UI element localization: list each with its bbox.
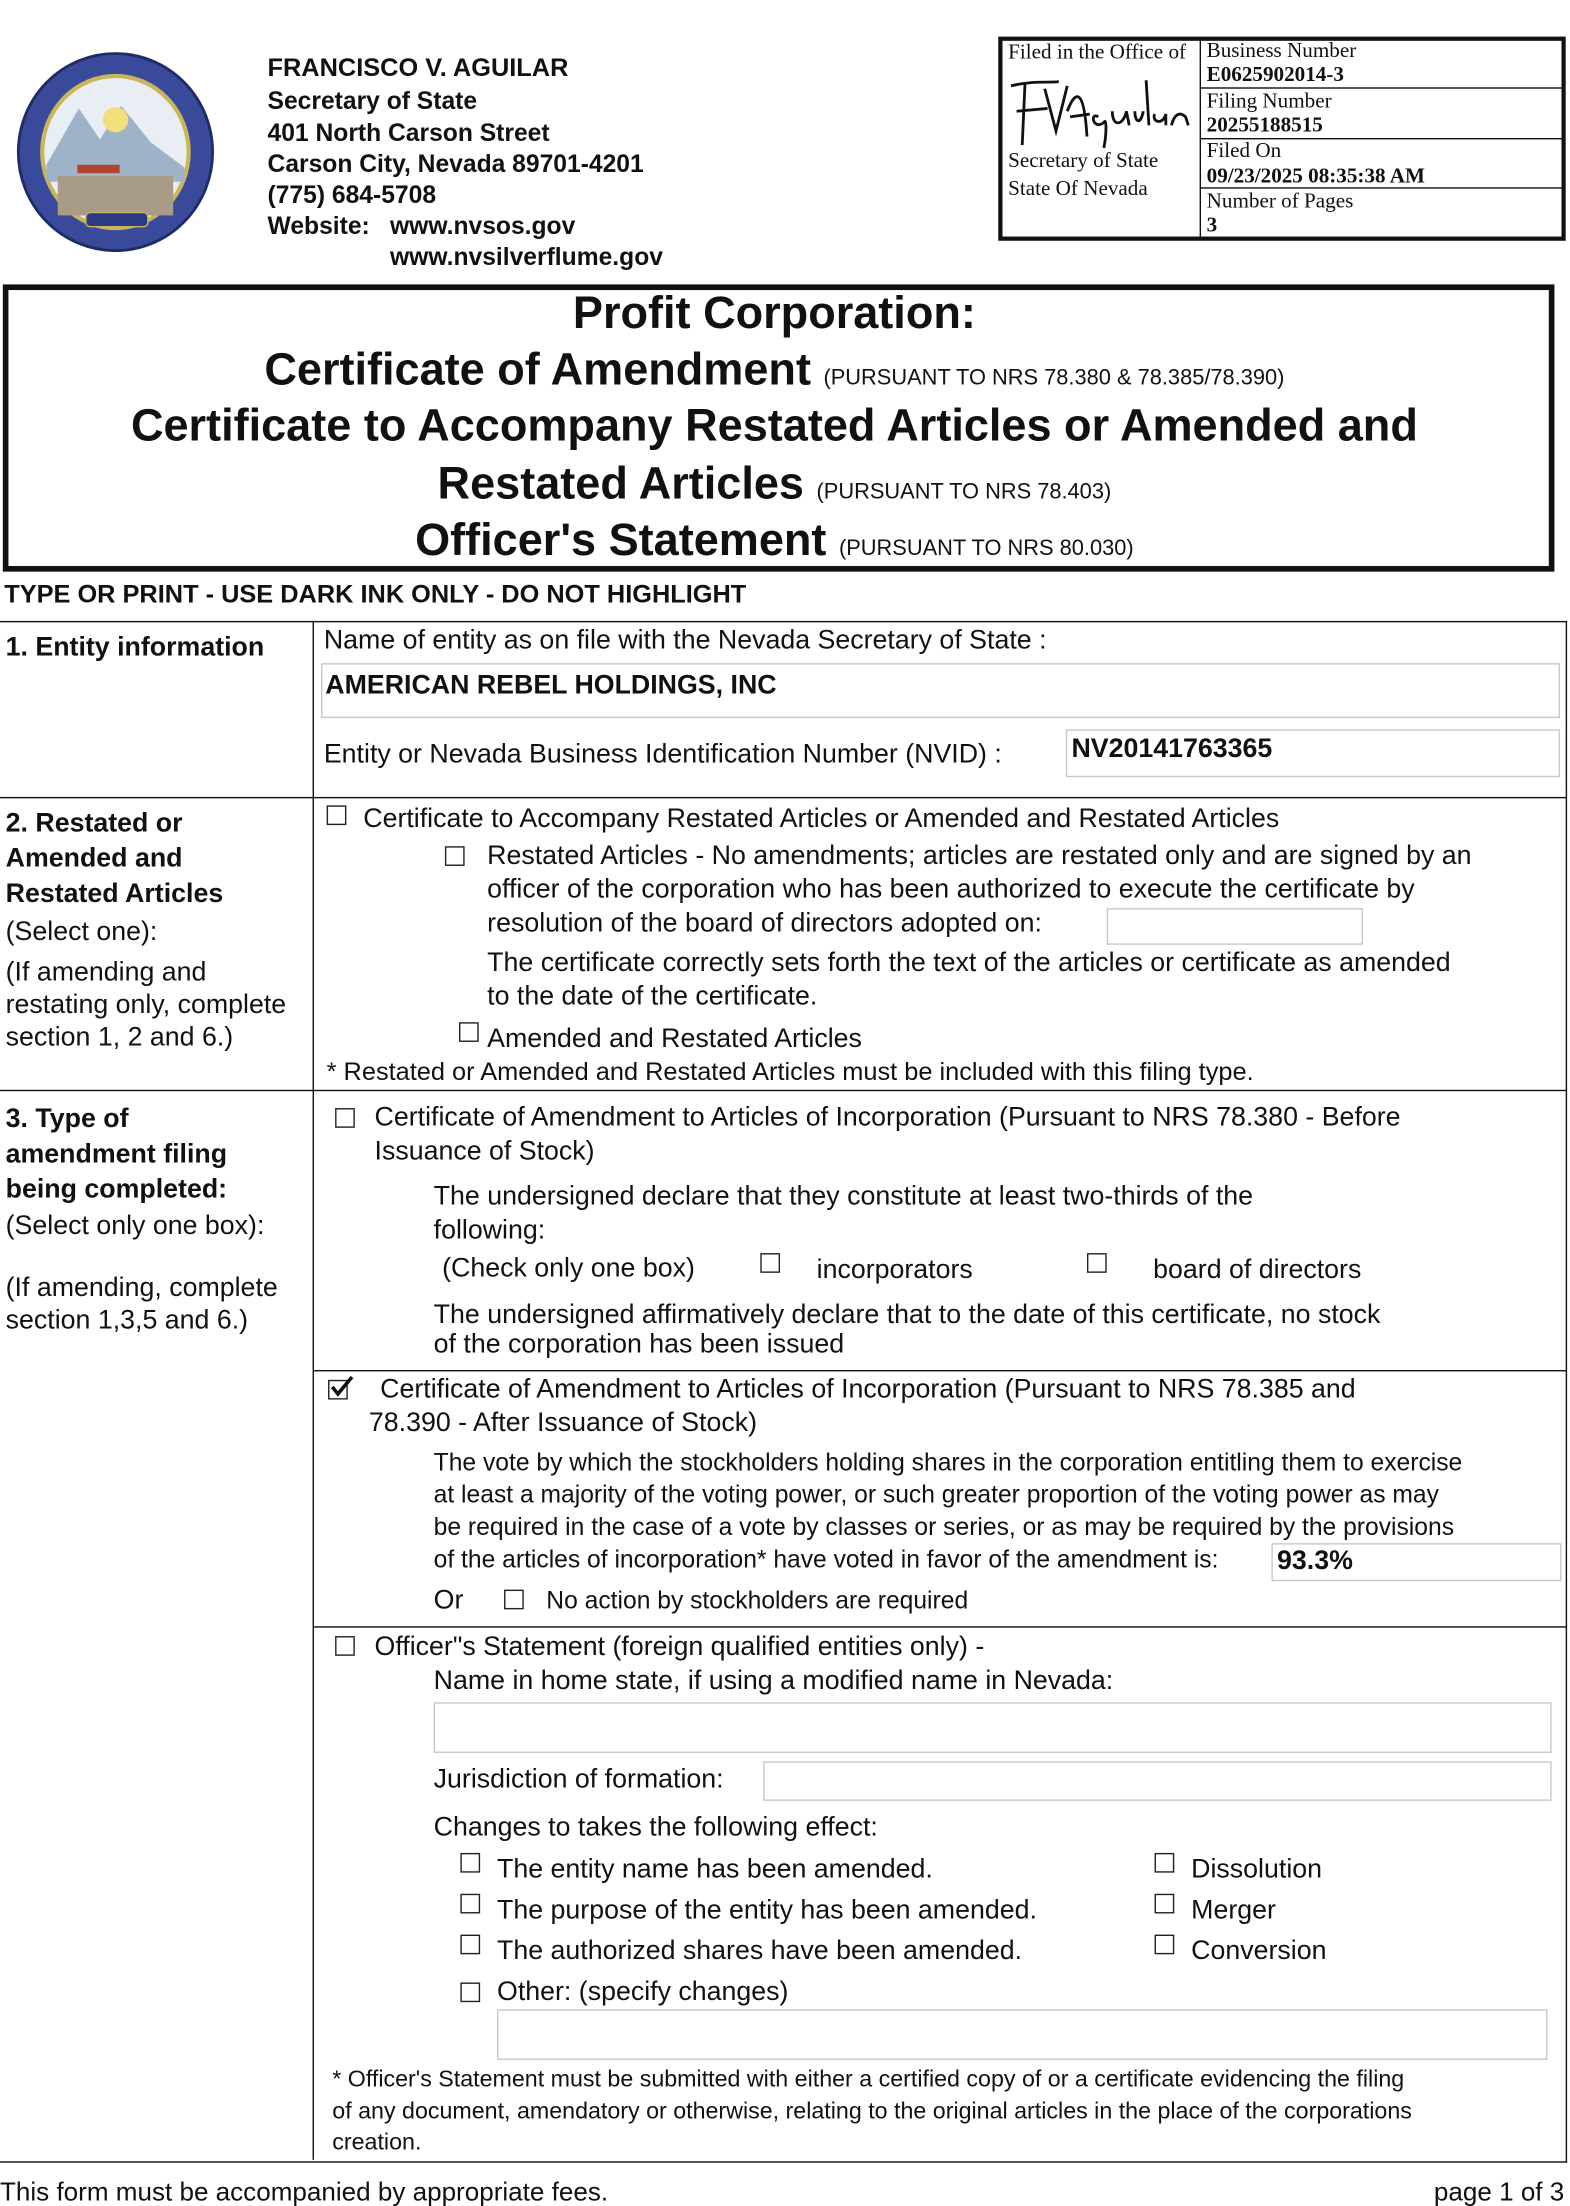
section2-label-1: 2. Restated or (5, 808, 183, 839)
affirm-text-1: The undersigned affirmatively declare that to the date of this certificate, no stock (433, 1300, 1381, 1330)
amended-restated-checkbox[interactable] (459, 1022, 479, 1042)
title-line4-note: (PURSUANT TO NRS 78.403) (816, 480, 1112, 505)
restated-text-2: officer of the corporation who has been authorized to execute the certificate by (487, 875, 1415, 905)
filed-in-label: Filed in the Office of (1008, 41, 1187, 65)
shares-amended-label: The authorized shares have been amended. (497, 1936, 1023, 1967)
other-changes-checkbox[interactable] (460, 1982, 480, 2002)
officer-footnote-2: of any document, amendatory or otherwise, relating to the original articles in the place of the corporations (332, 2098, 1412, 2125)
no-action-checkbox[interactable] (504, 1590, 524, 1610)
board-of-directors-checkbox[interactable] (1087, 1253, 1107, 1273)
after-issuance-title-1: Certificate of Amendment to Articles of Incorporation (Pursuant to NRS 78.385 and (380, 1374, 1356, 1405)
section2-label-2: Amended and (5, 844, 183, 874)
title-line5: Officer's Statement (415, 513, 827, 565)
section2-select: (Select one): (5, 917, 158, 947)
after-issuance-checkbox[interactable] (328, 1380, 348, 1400)
changes-label: Changes to takes the following effect: (433, 1812, 878, 1843)
section3-select: (Select only one box): (5, 1211, 265, 1242)
vote-percentage-field[interactable] (1271, 1543, 1561, 1581)
title-line2: Certificate of Amendment (264, 343, 811, 395)
title-certificate-accompany: Certificate to Accompany Restated Articles or Amended and (130, 399, 1418, 451)
jurisdiction-label: Jurisdiction of formation: (433, 1764, 724, 1795)
officer-statement-title: Officer"s Statement (foreign qualified entities only) - (374, 1632, 985, 1663)
before-issuance-checkbox[interactable] (335, 1108, 355, 1128)
vote-text-4: of the articles of incorporation* have voted in favor of the amendment is: (433, 1544, 1219, 1574)
phone-number: (775) 684-5708 (267, 180, 437, 209)
filed-on-label: Filed On (1206, 140, 1282, 163)
other-changes-label: Other: (specify changes) (497, 1977, 789, 2008)
filing-number-value: 20255188515 (1206, 114, 1323, 138)
adopted-on-date-field[interactable] (1107, 908, 1363, 945)
section3-label-3: being completed: (5, 1174, 228, 1205)
section3-label-2: amendment filing (5, 1139, 228, 1170)
filed-on-value: 09/23/2025 08:35:38 AM (1206, 165, 1425, 188)
city-address: Carson City, Nevada 89701-4201 (267, 149, 644, 178)
section2-note-3: section 1, 2 and 6.) (5, 1022, 234, 1053)
section2-footnote: * Restated or Amended and Restated Articles must be included with this filing type. (326, 1057, 1254, 1086)
restated-no-amendments-checkbox[interactable] (445, 846, 465, 866)
conversion-checkbox[interactable] (1155, 1935, 1175, 1955)
nvid-value: NV20141763365 (1071, 734, 1273, 764)
filing-stamp-box (998, 37, 1565, 241)
office-title: Secretary of State (267, 86, 478, 115)
or-label: Or (433, 1586, 464, 1616)
section2-label-3: Restated Articles (5, 879, 224, 909)
ink-instruction: TYPE OR PRINT - USE DARK INK ONLY - DO NOT HIGHLIGHT (4, 580, 747, 609)
section1-label: 1. Entity information (5, 632, 265, 663)
purpose-amended-checkbox[interactable] (460, 1894, 480, 1914)
officer-statement-checkbox[interactable] (335, 1636, 355, 1656)
dissolution-label: Dissolution (1191, 1855, 1323, 1885)
secretary-signature (1005, 69, 1199, 151)
shares-amended-checkbox[interactable] (460, 1935, 480, 1955)
before-issuance-title-1: Certificate of Amendment to Articles of Incorporation (Pursuant to NRS 78.380 - Before (374, 1103, 1401, 1133)
vote-text-1: The vote by which the stockholders holding shares in the corporation entitling them to exercise (433, 1447, 1463, 1476)
title-restated-articles (0, 457, 1549, 509)
website-link-nvsos[interactable]: www.nvsos.gov (390, 211, 576, 240)
checkmark-icon (329, 1376, 354, 1399)
accompany-restated-checkbox[interactable] (327, 805, 347, 825)
amended-restated-label: Amended and Restated Articles (487, 1024, 862, 1054)
pages-value: 3 (1206, 214, 1218, 238)
business-number-label: Business Number (1206, 40, 1357, 63)
vote-text-2: at least a majority of the voting power, or such greater proportion of the voting power as may (433, 1480, 1439, 1509)
business-number-value: E0625902014-3 (1206, 64, 1344, 87)
merger-label: Merger (1191, 1895, 1276, 1926)
officer-footnote-3: creation. (332, 2129, 422, 2156)
certificate-text-1: The certificate correctly sets forth the text of the articles or certificate as amended (487, 948, 1451, 978)
merger-checkbox[interactable] (1155, 1894, 1175, 1914)
conversion-label: Conversion (1191, 1936, 1327, 1967)
vote-percentage-value: 93.3% (1277, 1546, 1353, 1577)
nvid-field[interactable] (1066, 729, 1560, 777)
title-officers-statement (0, 513, 1549, 565)
entity-name-label: Name of entity as on file with the Nevada Secretary of State : (323, 625, 1047, 656)
accompany-restated-label: Certificate to Accompany Restated Articles or Amended and Restated Articles (363, 804, 1280, 835)
secretary-name: FRANCISCO V. AGUILAR (267, 53, 569, 82)
section3-note-2: section 1,3,5 and 6.) (5, 1305, 249, 1336)
after-issuance-title-2: 78.390 - After Issuance of Stock) (368, 1408, 758, 1439)
website-label: Website: (267, 211, 370, 240)
certificate-text-2: to the date of the certificate. (487, 982, 818, 1012)
website-link-silverflume[interactable]: www.nvsilverflume.gov (390, 242, 663, 271)
no-action-label: No action by stockholders are required (546, 1585, 969, 1614)
title-line4: Restated Articles (437, 457, 804, 509)
section3-label-1: 3. Type of (5, 1104, 129, 1135)
entity-name-field[interactable] (321, 663, 1560, 718)
restated-text-1: Restated Articles - No amendments; articles are restated only and are signed by an (487, 841, 1472, 871)
title-profit-corporation: Profit Corporation: (572, 287, 976, 338)
board-of-directors-label: board of directors (1153, 1255, 1362, 1285)
section2-note-2: restating only, complete (5, 990, 287, 1021)
entity-name-amended-checkbox[interactable] (460, 1853, 480, 1873)
entity-name-amended-label: The entity name has been amended. (497, 1855, 933, 1885)
filing-number-label: Filing Number (1206, 90, 1332, 114)
incorporators-label: incorporators (816, 1255, 973, 1285)
section2-note-1: (If amending and (5, 958, 207, 988)
entity-name-value: AMERICAN REBEL HOLDINGS, INC (325, 670, 777, 701)
title-line2-note: (PURSUANT TO NRS 78.380 & 78.385/78.390) (823, 366, 1285, 391)
pages-label: Number of Pages (1206, 190, 1354, 214)
purpose-amended-label: The purpose of the entity has been amended. (497, 1895, 1037, 1926)
state-of-nevada-label: State Of Nevada (1008, 178, 1148, 201)
declare-text-2: following: (433, 1215, 546, 1246)
title-line5-note: (PURSUANT TO NRS 80.030) (838, 536, 1134, 561)
dissolution-checkbox[interactable] (1155, 1853, 1175, 1873)
secretary-of-state-label: Secretary of State (1008, 149, 1159, 173)
street-address: 401 North Carson Street (267, 118, 550, 147)
check-one-label: (Check only one box) (442, 1253, 695, 1284)
incorporators-checkbox[interactable] (760, 1253, 780, 1273)
home-name-field[interactable] (434, 1702, 1552, 1753)
officer-footnote-1: * Officer's Statement must be submitted with either a certified copy of or a certificate evidencing the filing (332, 2066, 1405, 2092)
nevada-seal-logo (15, 52, 215, 252)
section3-note-1: (If amending, complete (5, 1273, 278, 1304)
jurisdiction-field[interactable] (763, 1761, 1551, 1800)
other-changes-field[interactable] (497, 2009, 1547, 2060)
restated-text-3: resolution of the board of directors adopted on: (487, 908, 1042, 939)
before-issuance-title-2: Issuance of Stock) (374, 1136, 595, 1167)
affirm-text-2: of the corporation has been issued (433, 1329, 845, 1360)
home-name-label: Name in home state, if using a modified name in Nevada: (433, 1666, 1114, 1696)
vote-text-3: be required in the case of a vote by classes or series, or as may be required by the provisions (433, 1512, 1455, 1541)
page-number: page 1 of 3 (1433, 2176, 1565, 2206)
fees-notice: This form must be accompanied by appropriate fees. (0, 2176, 609, 2206)
declare-text-1: The undersigned declare that they constitute at least two-thirds of the (433, 1182, 1254, 1212)
title-certificate-amendment (0, 343, 1549, 395)
nvid-label: Entity or Nevada Business Identification Number (NVID) : (323, 739, 1002, 770)
